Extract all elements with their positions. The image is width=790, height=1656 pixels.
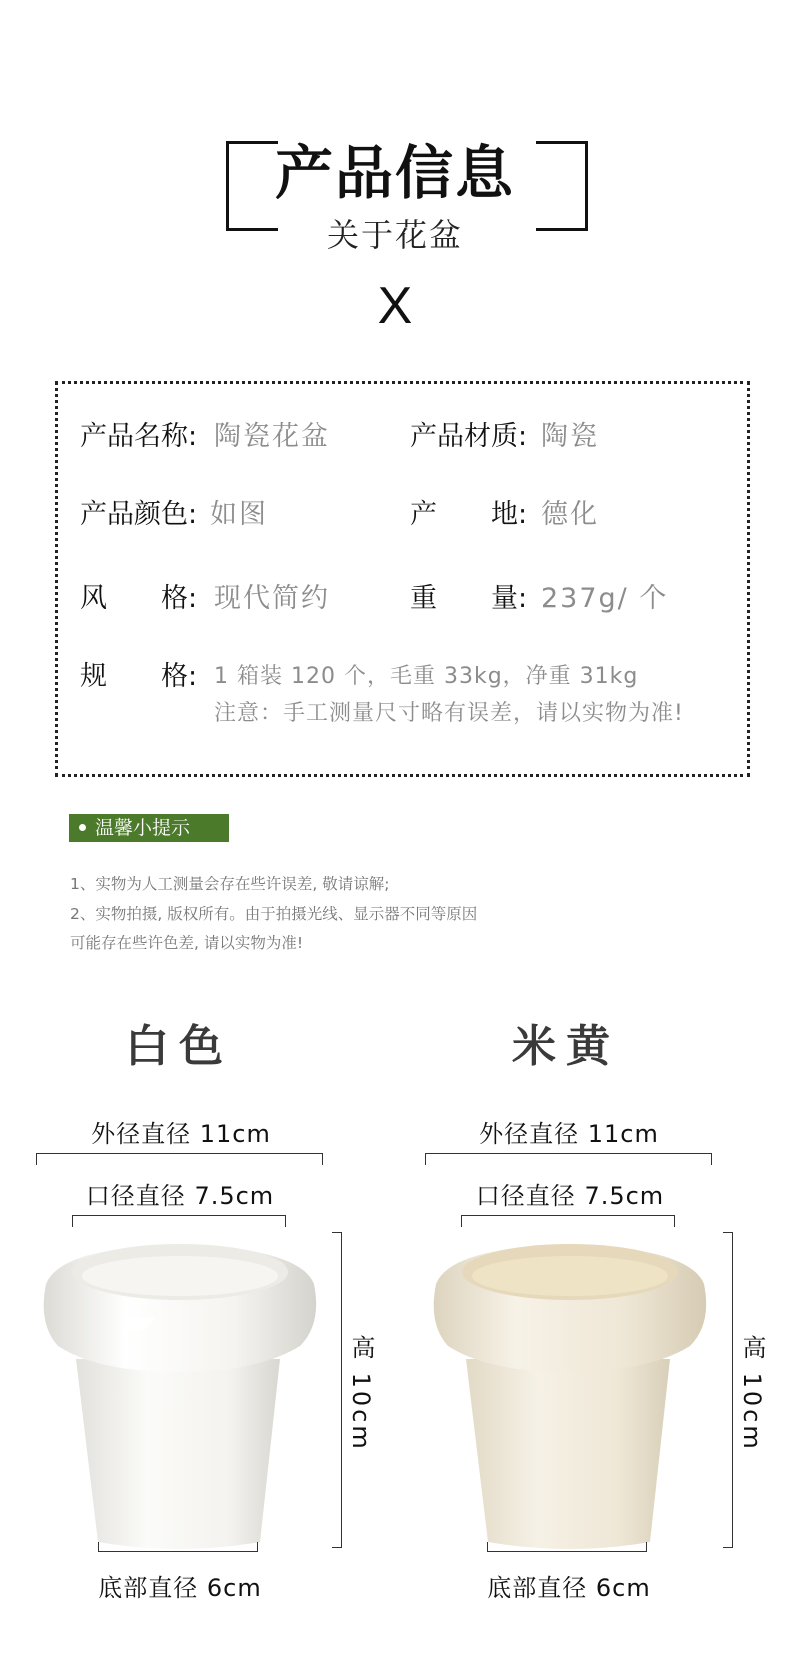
origin-value: 德化 xyxy=(541,499,599,530)
name-value: 陶瓷花盆 xyxy=(214,421,330,452)
spec-label: 规 格: xyxy=(80,661,198,692)
bottom-diameter-bracket xyxy=(487,1542,647,1552)
product-info-box xyxy=(55,381,750,777)
color-title-beige: 米黄 xyxy=(512,1021,620,1072)
material-value: 陶瓷 xyxy=(541,421,599,452)
weight-label: 重 量: xyxy=(410,583,528,614)
bullet-dot-icon xyxy=(79,824,86,831)
outer-diameter-bracket xyxy=(36,1153,323,1165)
page-subtitle: 关于花盆 xyxy=(326,216,463,254)
height-label: 高 10cm xyxy=(738,1335,766,1452)
outer-diameter-label: 外径直径 11cm xyxy=(91,1120,271,1148)
spec-value: 1 箱装 120 个，毛重 33kg，净重 31kg xyxy=(214,664,639,689)
outer-diameter-bracket xyxy=(425,1153,712,1165)
bottom-diameter-label: 底部直径 6cm xyxy=(487,1574,651,1602)
tip-line: 可能存在些许色差, 请以实物为准! xyxy=(70,934,304,952)
beige-pot-image xyxy=(428,1224,714,1554)
material-label: 产品材质: xyxy=(410,421,528,452)
origin-label: 产 地: xyxy=(410,499,528,530)
weight-value: 237g/ 个 xyxy=(541,583,669,614)
style-value: 现代简约 xyxy=(214,583,330,614)
style-label: 风 格: xyxy=(80,583,198,614)
color-label: 产品颜色: xyxy=(80,499,198,530)
height-label: 高 10cm xyxy=(347,1335,375,1452)
tip-line: 1、实物为人工测量会存在些许误差, 敬请谅解; xyxy=(70,875,390,893)
tips-badge xyxy=(69,814,229,842)
spec-note: 注意：手工测量尺寸略有误差，请以实物为准! xyxy=(214,701,684,726)
outer-diameter-label: 外径直径 11cm xyxy=(479,1120,659,1148)
mouth-diameter-label: 口径直径 7.5cm xyxy=(475,1182,665,1210)
height-bracket xyxy=(723,1232,733,1548)
page-title: 产品信息 xyxy=(274,139,515,207)
tips-badge-label: 温馨小提示 xyxy=(95,817,191,839)
header-mark: X xyxy=(377,277,413,335)
tip-line: 2、实物拍摄, 版权所有。由于拍摄光线、显示器不同等原因 xyxy=(70,905,478,923)
color-value: 如图 xyxy=(210,499,268,530)
mouth-diameter-label: 口径直径 7.5cm xyxy=(85,1182,275,1210)
color-title-white: 白色 xyxy=(125,1021,233,1072)
name-label: 产品名称: xyxy=(80,421,198,452)
white-pot-image xyxy=(38,1224,324,1554)
bottom-diameter-label: 底部直径 6cm xyxy=(98,1574,262,1602)
height-bracket xyxy=(332,1232,342,1548)
bottom-diameter-bracket xyxy=(98,1542,258,1552)
